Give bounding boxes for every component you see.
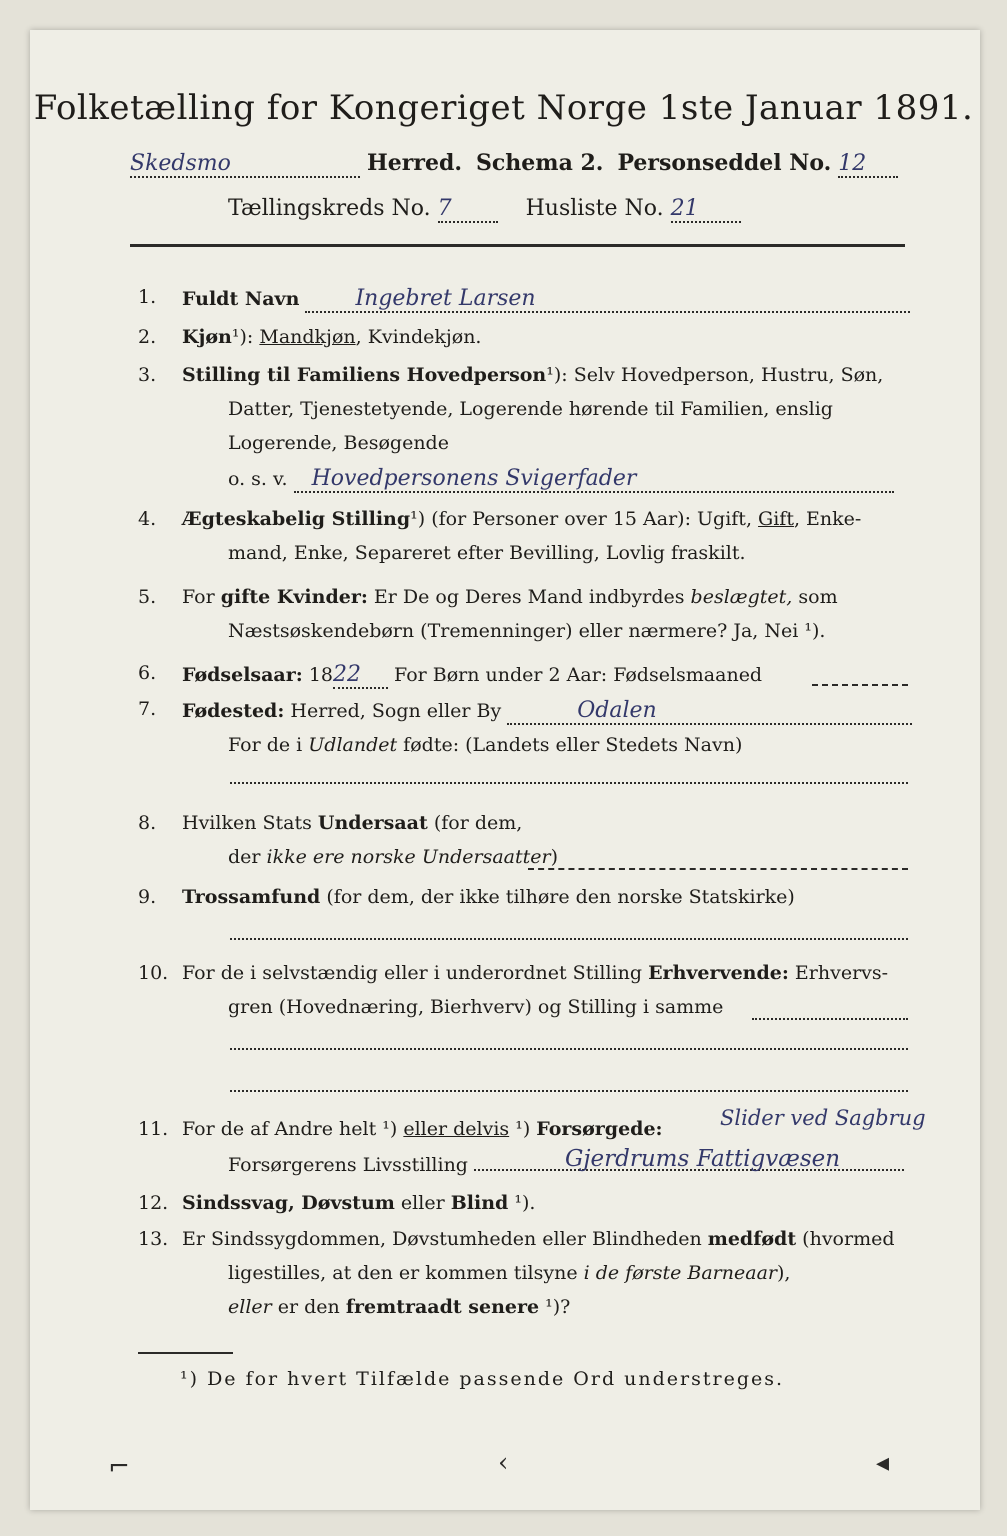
q9-blank-line xyxy=(230,938,908,940)
q13-line2i: i de første Barneaar xyxy=(583,1262,777,1284)
corner-mark-right: ◂ xyxy=(876,1448,890,1478)
q8-ikke: ikke ere norske Undersaatter xyxy=(266,846,551,868)
q11-line1 xyxy=(182,1118,663,1140)
q13-line1b: (hvormed xyxy=(796,1228,895,1250)
q6-label: Fødselsaar: xyxy=(182,664,303,686)
q13-line2 xyxy=(228,1262,790,1284)
q5-line1b: som xyxy=(792,586,838,608)
q13-line2a: ligestilles, at den er kommen tilsyne xyxy=(228,1262,584,1284)
q4-line2: mand, Enke, Separeret efter Bevilling, Lovlig fraskilt. xyxy=(228,542,746,564)
form-title: Folketælling for Kongeriget Norge 1ste Januar 1891. xyxy=(33,88,974,128)
q8-label: Undersaat xyxy=(317,812,428,834)
q2-label: Kjøn xyxy=(182,326,232,348)
husliste-label: Husliste No. xyxy=(525,196,664,221)
q3-relation-value: Hovedpersonens Svigerfader xyxy=(294,466,894,493)
q11-label: Forsørgede: xyxy=(536,1118,663,1140)
q8-line1b: (for dem, xyxy=(427,812,523,834)
q5-label: gifte Kvinder: xyxy=(220,586,368,608)
q3-line1-text: ¹): Selv Hovedperson, Hustru, Søn, xyxy=(546,364,884,386)
herred-label: Herred. xyxy=(367,150,463,176)
q13-line3b: ¹)? xyxy=(539,1296,571,1318)
q2-sup: ¹): xyxy=(231,326,254,348)
personseddel-value: 12 xyxy=(838,151,898,178)
q9-number: 9. xyxy=(138,886,157,908)
q10-line2: gren (Hovednæring, Bierhverv) og Stilling i samme xyxy=(228,996,724,1018)
q9-row xyxy=(182,886,795,908)
q2-number: 2. xyxy=(138,326,157,348)
q7-line2b: fødte: (Landets eller Stedets Navn) xyxy=(397,734,743,756)
q10-line1a: For de i selvstændig eller i underordnet Stilling xyxy=(182,962,649,984)
q9-label: Trossamfund xyxy=(182,886,321,908)
q11-line1a: For de af Andre helt ¹) xyxy=(182,1118,404,1140)
q10-number: 10. xyxy=(138,962,169,984)
q7-number: 7. xyxy=(138,698,157,720)
q4-option-gift: Gift xyxy=(758,508,794,530)
herred-value: Skedsmo xyxy=(130,151,360,178)
q1-name-value: Ingebret Larsen xyxy=(305,286,910,313)
header-row-herred xyxy=(130,150,898,178)
q8-line1a: Hvilken Stats xyxy=(182,812,318,834)
q6-row xyxy=(182,662,762,689)
q13-line3a: er den xyxy=(271,1296,346,1318)
kreds-value: 7 xyxy=(438,196,498,223)
q5-number: 5. xyxy=(138,586,157,608)
q5-pre: For xyxy=(182,586,221,608)
q3-number: 3. xyxy=(138,364,157,386)
q4-line1a: ¹) (for Personer over 15 Aar): Ugift, xyxy=(410,508,759,530)
q13-line3i: eller xyxy=(228,1296,272,1318)
q7-line1: Herred, Sogn eller By xyxy=(284,700,502,722)
q7-line2a: For de i xyxy=(228,734,309,756)
husliste-value: 21 xyxy=(671,196,741,223)
q11-line1b: ¹) xyxy=(509,1118,537,1140)
corner-mark-center: ‹ xyxy=(498,1448,509,1478)
header-row-kreds xyxy=(228,196,741,223)
q2-rest: , Kvindekjøn. xyxy=(355,326,482,348)
q2-option-mandkjon: Mandkjøn xyxy=(259,326,356,348)
q4-label: Ægteskabelig Stilling xyxy=(182,508,411,530)
header-rule xyxy=(130,244,905,247)
footnote: ¹) De for hvert Tilfælde passende Ord understreges. xyxy=(180,1368,785,1390)
q13-label3: fremtraadt senere xyxy=(345,1296,540,1318)
corner-mark-left: ⌐ xyxy=(108,1452,130,1482)
q12-rest2: ¹). xyxy=(508,1192,536,1214)
q5-beslaegtet: beslægtet, xyxy=(690,586,793,608)
q7-line2 xyxy=(228,734,742,756)
q8-number: 8. xyxy=(138,812,157,834)
q7-line1 xyxy=(182,698,912,725)
q1-number: 1. xyxy=(138,286,157,308)
q9-rest: (for dem, der ikke tilhøre den norske Statskirke) xyxy=(320,886,795,908)
q11-value1: Slider ved Sagbrug xyxy=(720,1106,926,1130)
q7-label: Fødested: xyxy=(182,700,285,722)
schema-label: Schema 2. xyxy=(476,150,604,176)
personseddel-label: Personseddel No. xyxy=(617,150,832,176)
q2-row xyxy=(182,326,481,348)
q13-line2b: ), xyxy=(777,1262,791,1284)
q13-label: medfødt xyxy=(707,1228,797,1250)
q8-answer-line xyxy=(528,868,908,870)
q5-line1 xyxy=(182,586,838,608)
q12-label: Sindssvag, Døvstum xyxy=(182,1192,395,1214)
q3-line2: Datter, Tjenestetyende, Logerende hørende til Familien, enslig xyxy=(228,398,833,420)
q12-label2: Blind xyxy=(450,1192,509,1214)
q3-osv: o. s. v. xyxy=(228,468,288,490)
q5-line1a: Er De og Deres Mand indbyrdes xyxy=(367,586,691,608)
q3-osv-row xyxy=(228,466,894,493)
q3-label: Stilling til Familiens Hovedperson xyxy=(182,364,547,386)
q7-blank-line xyxy=(230,782,908,784)
q8-line2b: ) xyxy=(550,846,558,868)
q10-blank-line-1 xyxy=(230,1048,908,1050)
q6-year-prefix: 18 xyxy=(308,664,333,686)
q4-line1b: , Enke- xyxy=(793,508,862,530)
footnote-rule xyxy=(138,1352,233,1354)
q10-line1 xyxy=(182,962,888,984)
q10-label: Erhvervende: xyxy=(648,962,789,984)
q1-label: Fuldt Navn xyxy=(182,288,300,310)
q4-line1 xyxy=(182,508,861,530)
kreds-label: Tællingskreds No. xyxy=(228,196,431,221)
q13-line1 xyxy=(182,1228,895,1250)
q7-birthplace-value: Odalen xyxy=(507,698,912,725)
q11-delvis: eller delvis xyxy=(403,1118,510,1140)
q6-month-line xyxy=(812,684,908,686)
q11-line2-text: Forsørgerens Livsstilling xyxy=(228,1154,468,1176)
q4-number: 4. xyxy=(138,508,157,530)
q13-line3 xyxy=(228,1296,570,1318)
q8-line2 xyxy=(228,846,558,868)
q7-udlandet: Udlandet xyxy=(308,734,398,756)
q3-line3: Logerende, Besøgende xyxy=(228,432,449,454)
q11-number: 11. xyxy=(138,1118,169,1140)
q10-line1b: Erhvervs- xyxy=(788,962,889,984)
q3-line1 xyxy=(182,364,883,386)
q13-number: 13. xyxy=(138,1228,169,1250)
q10-blank-line-2 xyxy=(230,1090,908,1092)
q12-rest1: eller xyxy=(394,1192,451,1214)
q1-row xyxy=(182,286,910,313)
q5-line2: Næstsøskendebørn (Tremenninger) eller nærmere? Ja, Nei ¹). xyxy=(228,620,826,642)
q12-number: 12. xyxy=(138,1192,169,1214)
q10-line2-dots xyxy=(752,1018,908,1020)
q12-row xyxy=(182,1192,535,1214)
q8-line1 xyxy=(182,812,522,834)
q11-value2: Gjerdrums Fattigvæsen xyxy=(565,1146,841,1172)
q8-line2a: der xyxy=(228,846,267,868)
q13-line1a: Er Sindssygdommen, Døvstumheden eller Blindheden xyxy=(182,1228,708,1250)
q6-year-value: 22 xyxy=(333,662,388,689)
census-form-sheet xyxy=(30,30,980,1510)
q6-rest: For Børn under 2 Aar: Fødselsmaaned xyxy=(394,664,763,686)
q6-number: 6. xyxy=(138,662,157,684)
